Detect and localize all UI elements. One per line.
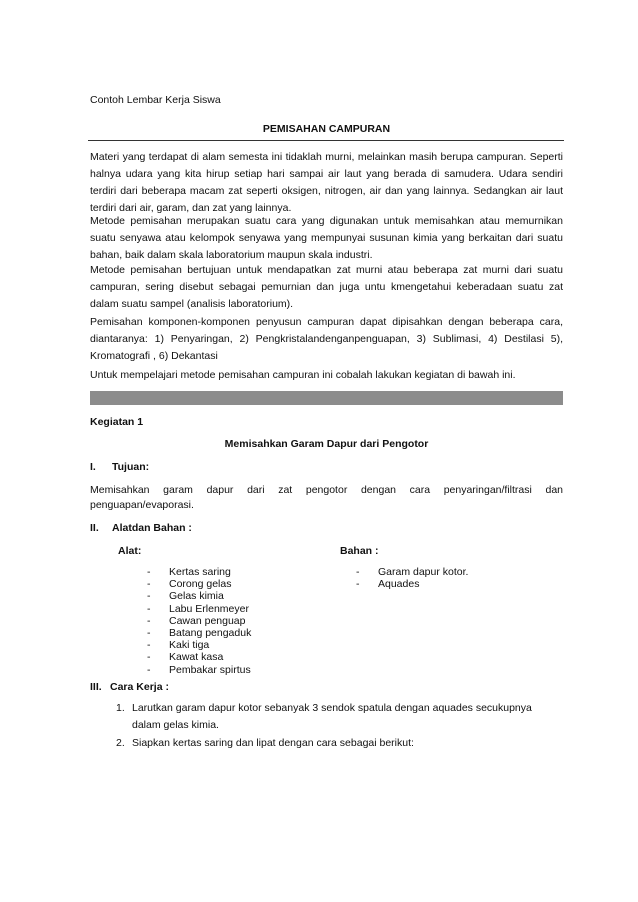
- section-2-number: II.: [90, 522, 99, 534]
- list-item: - Corong gelas: [147, 578, 251, 590]
- step-1-text: Larutkan garam dapur kotor sebanyak 3 sendok spatula dengan aquades secukupnya: [132, 702, 532, 714]
- tools-label: Alat:: [118, 545, 142, 557]
- step-2-number: 2.: [116, 737, 125, 749]
- activity-label: Kegiatan 1: [90, 416, 144, 428]
- step-1-continuation: dalam gelas kimia.: [132, 719, 219, 731]
- activity-title: Memisahkan Garam Dapur dari Pengotor: [224, 438, 429, 450]
- paragraph-intro: Materi yang terdapat di alam semesta ini tidaklah murni, melainkan masih berupa campuran. Seperti halnya udara yang kita hirup setiap hari sampai air laut yang berada di samudera. Udara sendiri terdiri dari beberapa macam zat seperti oksigen, nitrogen, air dan yang lainnya. Sedangkan air laut terdiri dari air, garam, dan zat yang lainnya.: [90, 151, 563, 214]
- tools-list: [147, 566, 251, 676]
- list-item: - Garam dapur kotor.: [356, 566, 468, 578]
- goal-text-line-1: Memisahkan garam dapur dari zat pengotor dengan cara penyaringan/filtrasi dan: [90, 484, 563, 496]
- materials-label: Bahan :: [340, 545, 379, 557]
- list-item: - Cawan penguap: [147, 615, 251, 627]
- list-item: - Pembakar spirtus: [147, 664, 251, 676]
- section-1-number: I.: [90, 461, 96, 473]
- goal-text-line-2: penguapan/evaporasi.: [90, 499, 194, 511]
- document-title: PEMISAHAN CAMPURAN: [262, 123, 391, 135]
- section-2-title: Alatdan Bahan :: [112, 522, 192, 534]
- section-1-title: Tujuan:: [112, 461, 150, 473]
- step-2-text: Siapkan kertas saring dan lipat dengan cara sebagai berikut:: [132, 737, 414, 749]
- paragraph-instruction: Untuk mempelajari metode pemisahan campuran ini cobalah lakukan kegiatan di bawah ini.: [90, 369, 516, 381]
- paragraph-ways: Pemisahan komponen-komponen penyusun campuran dapat dipisahkan dengan beberapa cara, diantaranya: 1) Penyaringan, 2) Pengkristalandenganpenguapan, 3) Sublimasi, 4) Destilasi 5), Kromatografi , 6) Dekantasi: [90, 316, 563, 362]
- list-item: - Aquades: [356, 578, 468, 590]
- section-3-number: III.: [90, 681, 102, 693]
- list-item: - Labu Erlenmeyer: [147, 603, 251, 615]
- list-item: - Batang pengaduk: [147, 627, 251, 639]
- header-label: Contoh Lembar Kerja Siswa: [90, 94, 221, 106]
- list-item: - Gelas kimia: [147, 590, 251, 602]
- list-item: - Kaki tiga: [147, 639, 251, 651]
- paragraph-purpose: Metode pemisahan bertujuan untuk mendapatkan zat murni atau beberapa zat murni dari suatu campuran, sering disebut sebagai pemurnian dan juga untu kmengetahui keberadaan suatu zat dalam suatu sampel (analisis laboratorium).: [90, 264, 563, 310]
- materials-list: [356, 566, 468, 590]
- paragraph-method: Metode pemisahan merupakan suatu cara yang digunakan untuk memisahkan atau memurnikan suatu senyawa atau kelompok senyawa yang mempunyai susunan kimia yang berkaitan dari suatu bahan, baik dalam skala laboratorium maupun skala industri.: [90, 215, 563, 261]
- title-divider: [88, 140, 564, 141]
- section-3-title: Cara Kerja :: [110, 681, 169, 693]
- step-1-number: 1.: [116, 702, 125, 714]
- list-item: - Kawat kasa: [147, 651, 251, 663]
- section-band: [90, 391, 563, 405]
- list-item: - Kertas saring: [147, 566, 251, 578]
